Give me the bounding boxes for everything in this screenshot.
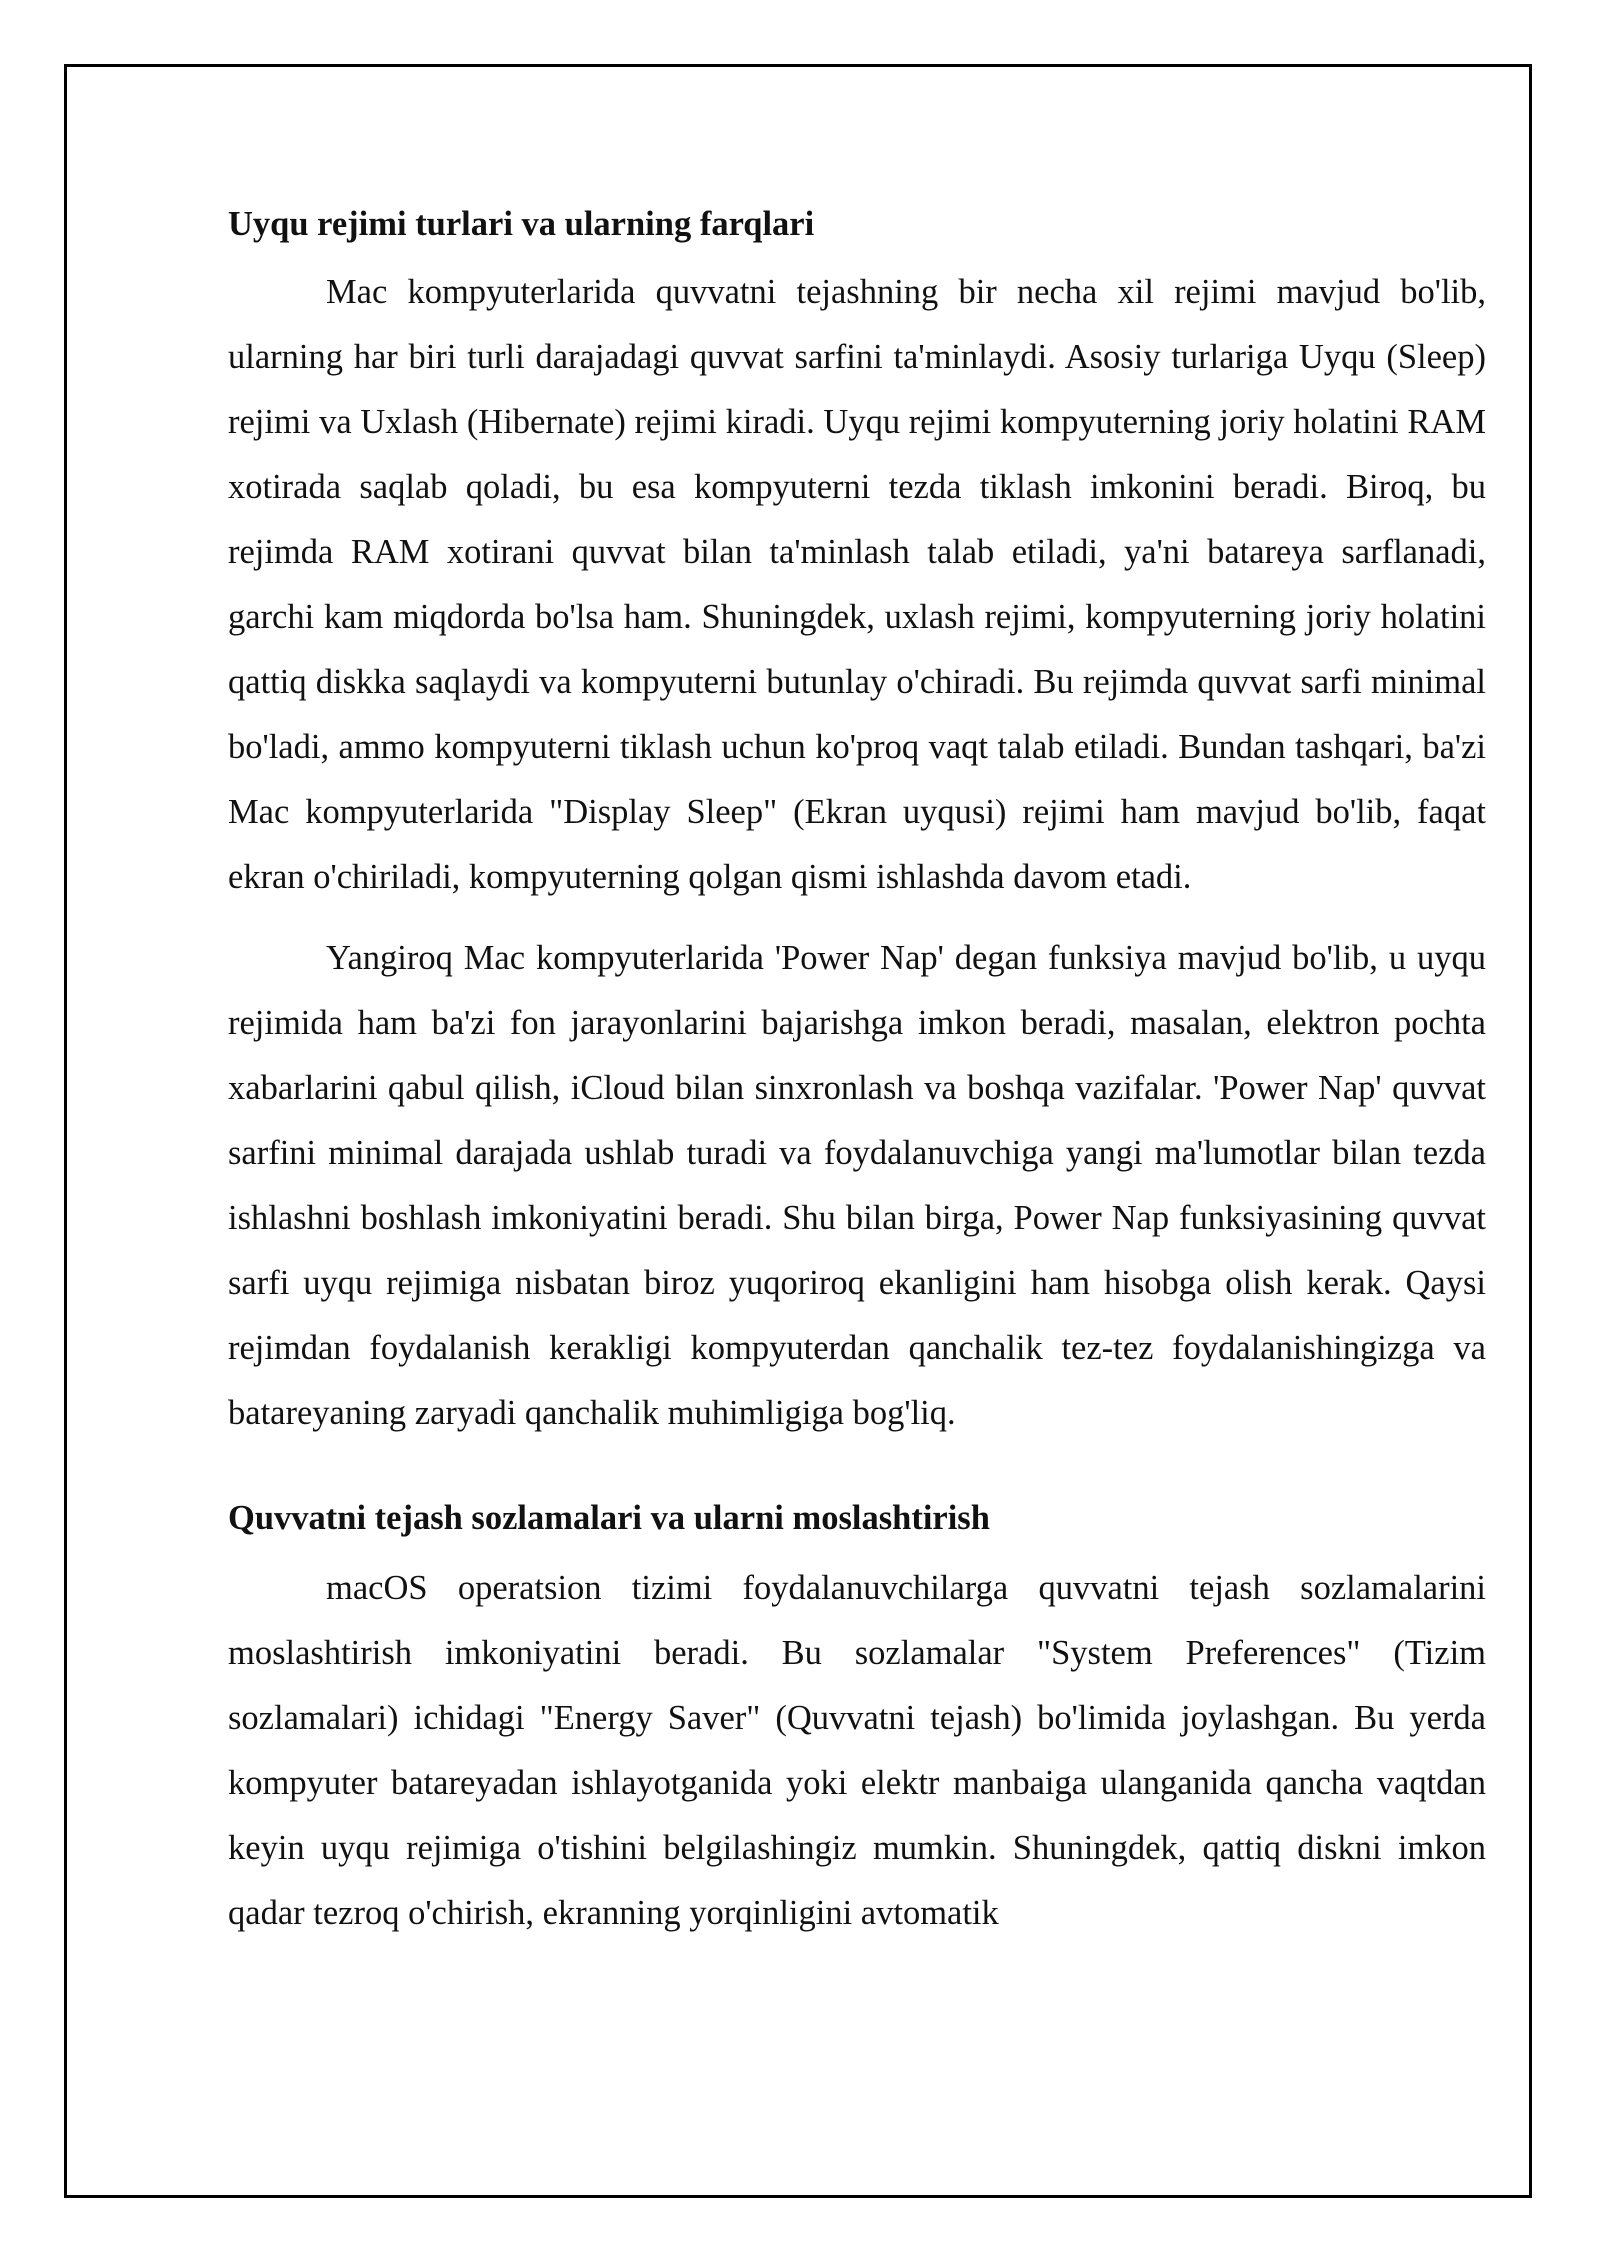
document-body bbox=[228, 196, 1486, 1946]
section-heading-energy-settings: Quvvatni tejash sozlamalari va ularni moslashtirish bbox=[228, 1499, 990, 1537]
paragraph-sleep-modes-2: Yangiroq Mac kompyuterlarida 'Power Nap' degan funksiya mavjud bo'lib, u uyqu rejimida ham ba'zi fon jarayonlarini bajarishga imkon beradi, masalan, elektron pochta xabarlarini qabul qilish, iCloud bilan sinxronlash va boshqa vazifalar. 'Power Nap' quvvat sarfini minimal darajada ushlab turadi va foydalanuvchiga yangi ma'lumotlar bilan tezda ishlashni boshlash imkoniyatini beradi. Shu bilan birga, Power Nap funksiyasining quvvat sarfi uyqu rejimiga nisbatan biroz yuqoriroq ekanligini ham hisobga olish kerak. Qaysi rejimdan foydalanish kerakligi kompyuterdan qanchalik tez-tez foydalanishingizga va batareyaning zaryadi qanchalik muhimligiga bog'liq. bbox=[228, 939, 1486, 1432]
paragraph-sleep-modes-1: Mac kompyuterlarida quvvatni tejashning bir necha xil rejimi mavjud bo'lib, ularning har biri turli darajadagi quvvat sarfini ta'minlaydi. Asosiy turlariga Uyqu (Sleep) rejimi va Uxlash (Hibernate) rejimi kiradi. Uyqu rejimi kompyuterning joriy holatini RAM xotirada saqlab qoladi, bu esa kompyuterni tezda tiklash imkonini beradi. Biroq, bu rejimda RAM xotirani quvvat bilan ta'minlash talab etiladi, ya'ni batareya sarflanadi, garchi kam miqdorda bo'lsa ham. Shuningdek, uxlash rejimi, kompyuterning joriy holatini qattiq diskka saqlaydi va kompyuterni butunlay o'chiradi. Bu rejimda quvvat sarfi minimal bo'ladi, ammo kompyuterni tiklash uchun ko'proq vaqt talab etiladi. Bundan tashqari, ba'zi Mac kompyuterlarida "Display Sleep" (Ekran uyqusi) rejimi ham mavjud bo'lib, faqat ekran o'chiriladi, kompyuterning qolgan qismi ishlashda davom etadi. bbox=[228, 273, 1486, 896]
paragraph-energy-settings-1: macOS operatsion tizimi foydalanuvchilarga quvvatni tejash sozlamalarini moslashtirish imkoniyatini beradi. Bu sozlamalar "System Preferences" (Tizim sozlamalari) ichidagi "Energy Saver" (Quvvatni tejash) bo'limida joylashgan. Bu yerda kompyuter batareyadan ishlayotganida yoki elektr manbaiga ulanganida qancha vaqtdan keyin uyqu rejimiga o'tishini belgilashingiz mumkin. Shuningdek, qattiq diskni imkon qadar tezroq o'chirish, ekranning yorqinligini avtomatik bbox=[228, 1569, 1486, 1932]
section-heading-sleep-modes: Uyqu rejimi turlari va ularning farqlari bbox=[228, 205, 815, 243]
